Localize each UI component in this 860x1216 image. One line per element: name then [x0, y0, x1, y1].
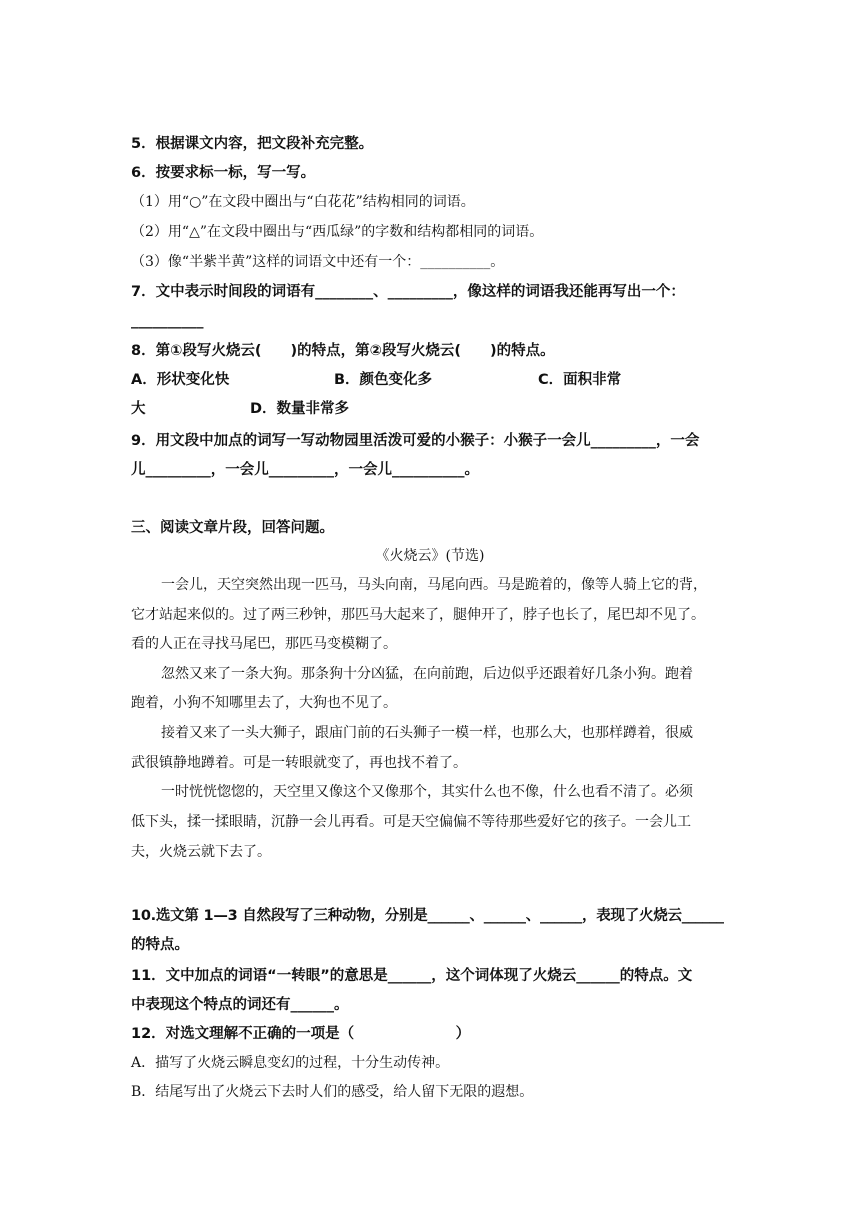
question-8-option-d: D．数量非常多 [250, 401, 350, 417]
question-11: 11．文中加点的词语“一转眼”的意思是______，这个词体现了火烧云______的特点。文 [131, 968, 693, 984]
question-9-cont: 儿_________，一会儿_________，一会儿__________。 [131, 462, 479, 478]
question-8: 8．第①段写火烧云( )的特点，第②段写火烧云( )的特点。 [131, 343, 555, 359]
question-5: 5．根据课文内容，把文段补充完整。 [131, 136, 374, 152]
question-7-blank: __________ [131, 313, 204, 329]
passage-p4-line2: 低下头，揉一揉眼睛，沉静一会儿再看。可是天空偏偏不等待那些爱好它的孩子。一会儿工 [131, 814, 691, 830]
question-12: 12．对选文理解不正确的一项是（ ） [131, 1026, 471, 1042]
question-12-option-a: A．描写了火烧云瞬息变幻的过程，十分生动传神。 [131, 1055, 450, 1071]
question-11-cont: 中表现这个特点的词还有______。 [131, 997, 349, 1013]
passage-p1-line2: 它才站起来似的。过了两三秒钟，那匹马大起来了，腿伸开了，脖子也长了，尾巴却不见了。 [131, 607, 705, 623]
question-6: 6．按要求标一标，写一写。 [131, 165, 316, 181]
passage-title: 《火烧云》(节选) [375, 548, 485, 564]
question-9: 9．用文段中加点的词写一写动物园里活泼可爱的小猴子：小猴子一会儿_________，一会 [131, 433, 700, 449]
question-10-cont: 的特点。 [131, 937, 189, 953]
passage-p2-line1: 忽然又来了一条大狗。那条狗十分凶猛，在向前跑，后边似乎还跟着好几条小狗。跑着 [161, 666, 693, 682]
passage-p3-line2: 武很镇静地蹲着。可是一转眼就变了，再也找不着了。 [131, 755, 467, 771]
passage-p4-line3: 夫，火烧云就下去了。 [131, 844, 271, 860]
passage-p4-line1: 一时恍恍惚惚的，天空里又像这个又像那个，其实什么也不像，什么也看不清了。必须 [161, 784, 693, 800]
passage-p3-line1: 接着又来了一头大狮子，跟庙门前的石头狮子一模一样，也那么大，也那样蹲着，很威 [161, 725, 693, 741]
question-10: 10.选文第 1—3 自然段写了三种动物，分别是______、______、______，表现了火烧云______ [131, 908, 724, 924]
question-12-option-b: B．结尾写出了火烧云下去时人们的感受，给人留下无限的遐想。 [131, 1084, 534, 1100]
question-8-option-a: A．形状变化快 [131, 372, 230, 388]
passage-p1-line3: 看的人正在寻找马尾巴，那匹马变模糊了。 [131, 636, 397, 652]
question-6-part-2: （2）用“△”在文段中圈出与“西瓜绿”的字数和结构都相同的词语。 [131, 224, 544, 240]
question-8-option-c: C．面积非常 [538, 372, 622, 388]
question-6-part-1: （1）用“○”在文段中圈出与“白花花”结构相同的词语。 [131, 194, 475, 210]
question-6-part-3: （3）像“半紫半黄”这样的词语文中还有一个：__________。 [131, 254, 505, 270]
question-8-option-c-cont: 大 [131, 401, 146, 417]
section-3-heading: 三、阅读文章片段，回答问题。 [131, 520, 334, 536]
passage-p1-line1: 一会儿，天空突然出现一匹马，马头向南，马尾向西。马是跪着的，像等人骑上它的背， [161, 577, 707, 593]
passage-p2-line2: 跑着，小狗不知哪里去了，大狗也不见了。 [131, 695, 397, 711]
question-8-option-b: B．颜色变化多 [334, 372, 433, 388]
question-7: 7．文中表示时间段的词语有________、_________，像这样的词语我还能再写出一个： [131, 284, 685, 300]
